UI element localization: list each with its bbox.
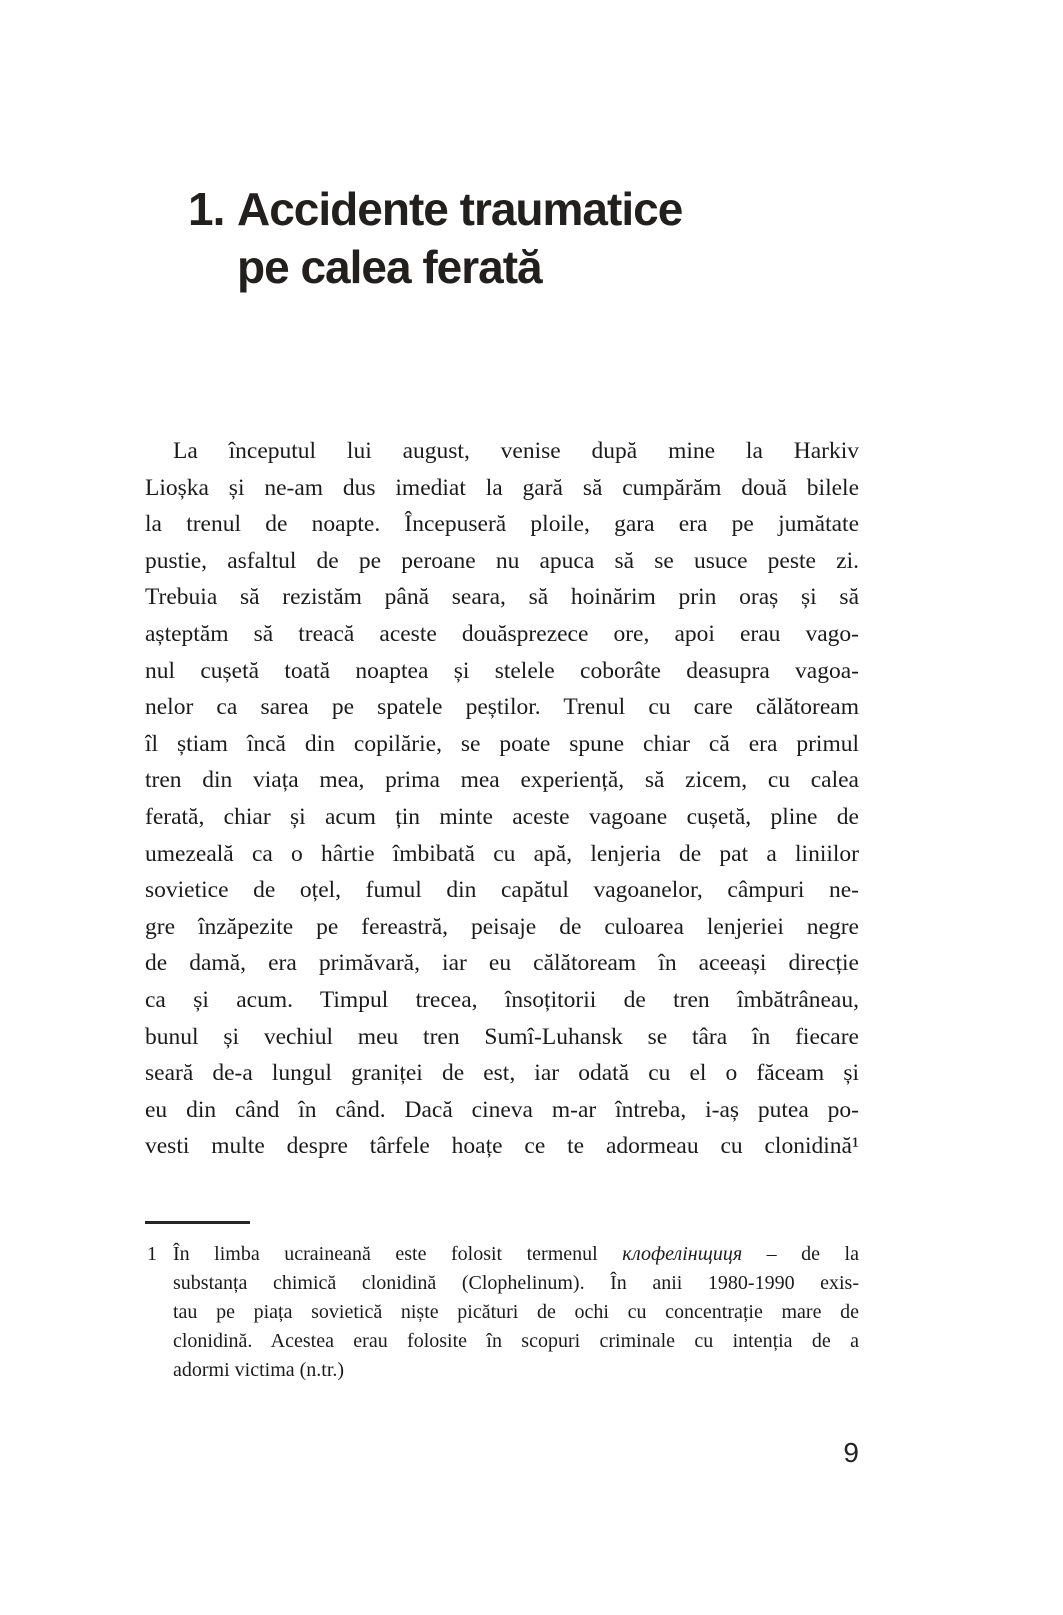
body-line: umezeală ca o hârtie îmbibată cu apă, lenjeria de pat a liniilor	[145, 840, 859, 867]
chapter-title	[188, 180, 682, 296]
body-line: gre înzăpezite pe fereastră, peisaje de culoarea lenjeriei negre	[145, 913, 859, 940]
body-line: la trenul de noapte. Începuseră ploile, gara era pe jumătate	[145, 511, 859, 538]
body-line: de damă, era primăvară, iar eu călătoream în aceeași direcție	[145, 950, 859, 977]
body-line: așteptăm să treacă aceste douăsprezece ore, apoi erau vago-	[145, 620, 859, 647]
footnote-line: substanța chimică clonidină (Clophelinum). În anii 1980-1990 exis-	[173, 1272, 859, 1294]
body-line: tren din viața mea, prima mea experiență, să zicem, cu calea	[145, 767, 859, 794]
body-line: seară de-a lungul graniței de est, iar odată cu el o făceam și	[145, 1060, 859, 1087]
body-paragraph	[145, 433, 859, 1165]
body-line-with-footnote-ref: vesti multe despre târfele hoațe ce te adormeau cu clonidină¹	[145, 1133, 859, 1160]
body-line: bunul și vechiul meu tren Sumî-Luhansk se târa în fiecare	[145, 1023, 859, 1050]
footnote-line: adormi victima (n.tr.)	[173, 1359, 345, 1381]
body-line: eu din când în când. Dacă cineva m-ar întreba, i-aș putea po-	[145, 1096, 859, 1123]
body-line: Trebuia să rezistăm până seara, să hoinărim prin oraș și să	[145, 584, 859, 611]
footnote-text-pre: În limba ucraineană este folosit termenul	[173, 1243, 623, 1265]
body-line: nelor ca sarea pe spatele peștilor. Trenul cu care călătoream	[145, 694, 859, 721]
body-line: Lioșka și ne-am dus imediat la gară să cumpărăm două bilele	[145, 474, 859, 501]
chapter-title-lines	[237, 180, 682, 296]
footnote-line: tau pe piața sovietică niște picături de ochi cu concentrație mare de	[173, 1301, 859, 1323]
body-line: La începutul lui august, venise după mine la Harkiv	[173, 438, 859, 464]
body-line: îl știam încă din copilărie, se poate spune chiar că era primul	[145, 730, 859, 757]
body-line: ca și acum. Timpul trecea, însoțitorii de tren îmbătrâneau,	[145, 986, 859, 1013]
body-line: nul cușetă toată noaptea și stelele coborâte deasupra vagoa-	[145, 657, 859, 684]
chapter-title-line-1: Accidente traumatice	[237, 183, 683, 235]
chapter-title-line-2: pe calea ferată	[237, 241, 542, 293]
footnote-number: 1	[147, 1243, 157, 1265]
footnote	[145, 1240, 859, 1385]
chapter-number: 1.	[188, 183, 225, 235]
body-line: pustie, asfaltul de pe peroane nu apuca să se usuce peste zi.	[145, 547, 859, 574]
body-line: sovietice de oțel, fumul din capătul vagoanelor, câmpuri ne-	[145, 877, 859, 904]
footnote-term-italic: клофелінщиця	[622, 1243, 743, 1265]
footnote-text-post: – de la	[742, 1243, 859, 1265]
body-line: ferată, chiar și acum țin minte aceste vagoane cușetă, pline de	[145, 803, 859, 830]
footnote-line: clonidină. Acestea erau folosite în scopuri criminale cu intenția de a	[173, 1330, 859, 1352]
footnote-separator	[145, 1221, 250, 1224]
footnote-line	[145, 1240, 859, 1269]
page-number: 9	[843, 1437, 859, 1468]
